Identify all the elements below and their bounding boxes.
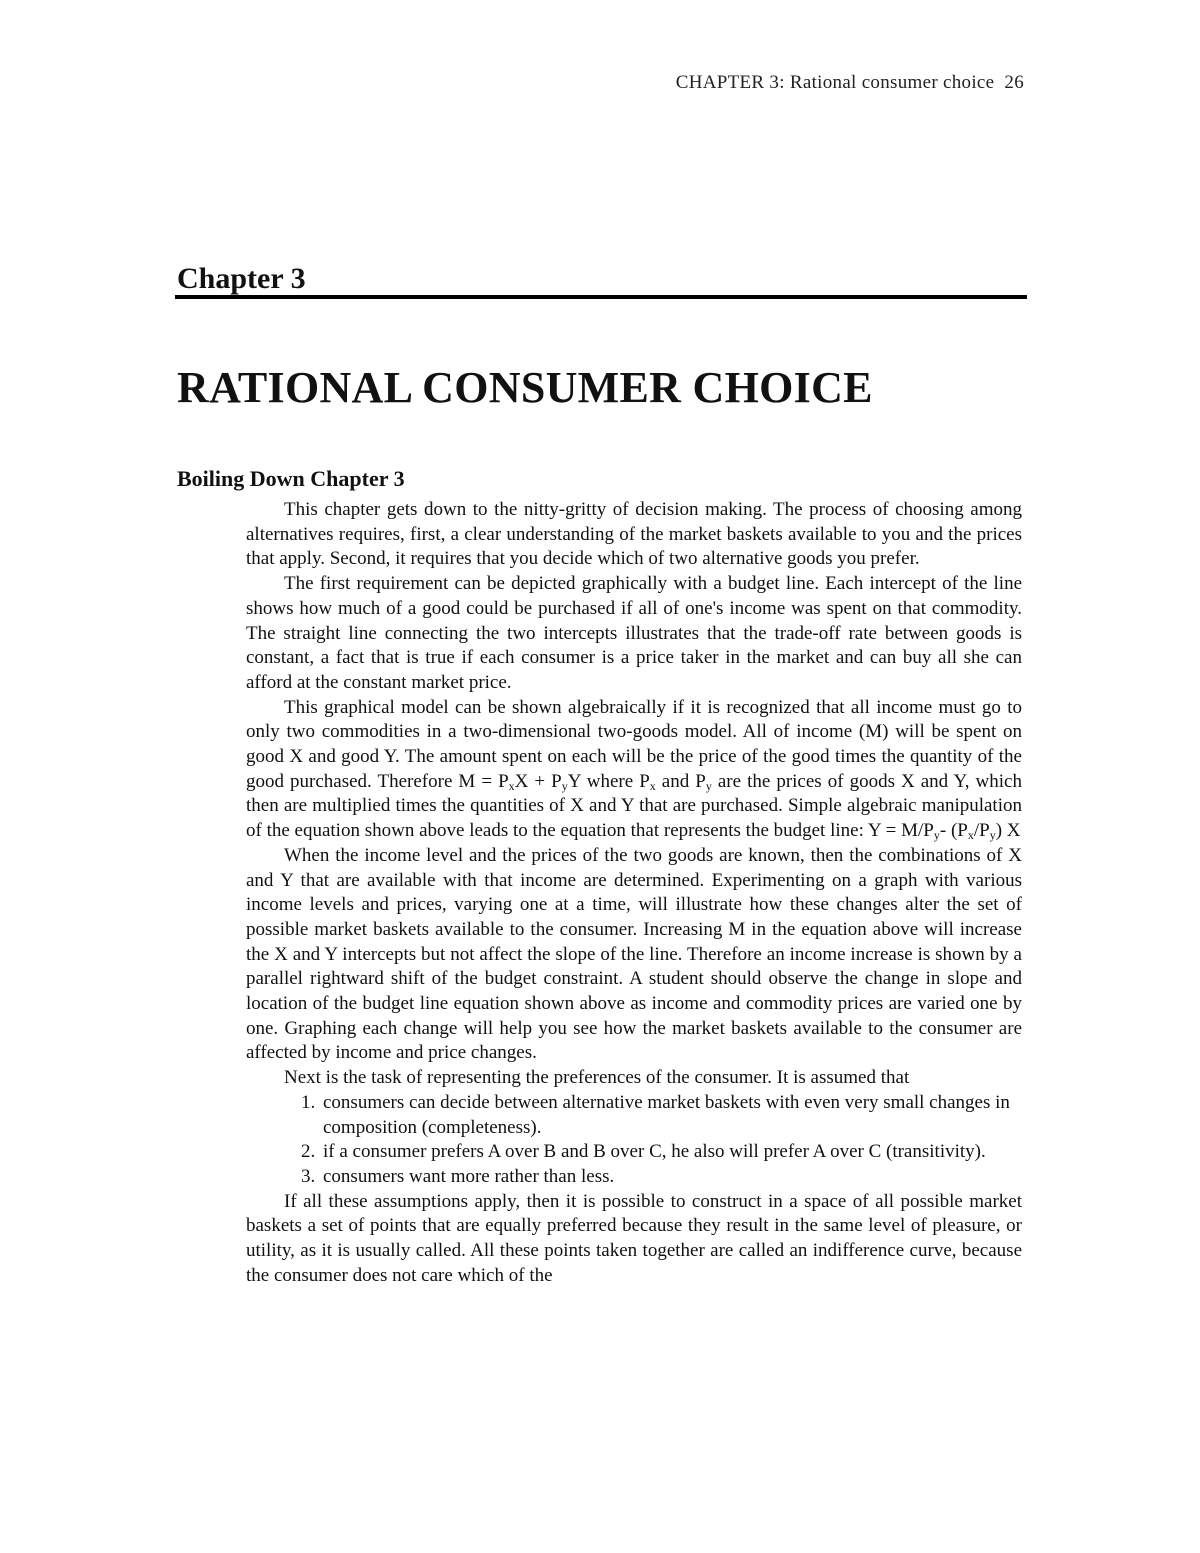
paragraph-income-prices: When the income level and the prices of the two goods are known, then the combinations of X and Y that are available with that income are determined. Experimenting on a graph with various income levels and prices, varying one at a time, will illustrate how these changes alter the set of possible market baskets available to the consumer. Increasing M in the equation above will increase the X and Y intercepts but not affect the slope of the line. Therefore an income increase is shown by a parallel rightward shift of the budget constraint. A student should observe the change in slope and location of the budget line equation shown above as income and commodity prices are varied one by one. Graphing each change will help you see how the market baskets available to the consumer are affected by income and price changes. xyxy=(246,844,1022,1064)
paragraph-preferences: Next is the task of representing the preferences of the consumer. It is assumed that xyxy=(284,1067,910,1089)
paragraph-intro: This chapter gets down to the nitty-gritty of decision making. The process of choosing among alternatives requires, first, a clear understanding of the market baskets available to you and the prices that apply. Second, it requires that you decide which of two alternative goods you prefer. xyxy=(246,499,1022,570)
paragraph-indifference-curve: If all these assumptions apply, then it is possible to construct in a space of all possible market baskets a set of points that are equally preferred because they result in the same level of pleasure, or utility, as it is usually called. All these points taken together are called an indifference curve, because the consumer does not care which of the xyxy=(246,1190,1022,1286)
paragraph-budget-line: The first requirement can be depicted graphically with a budget line. Each intercept of the line shows how much of a good could be purchased if all of one's income was spent on that commodity. The straight line connecting the two intercepts illustrates that the trade-off rate between goods is constant, a fact that is true if each consumer is a price taker in the market and can buy all she can afford at the constant market price. xyxy=(246,573,1022,693)
running-title: CHAPTER 3: Rational consumer choice xyxy=(675,72,995,93)
body-text xyxy=(246,498,1022,1289)
chapter-title: RATIONAL CONSUMER CHOICE xyxy=(177,363,873,412)
assumptions-list xyxy=(246,1091,1022,1190)
list-item: 3. consumers want more rather than less. xyxy=(301,1165,615,1187)
chapter-divider xyxy=(175,295,1027,299)
page-number: 26 xyxy=(1004,72,1024,93)
paragraph-algebraic-model: This graphical model can be shown algebraically if it is recognized that all income must go to only two commodities in a two-dimensional two-goods model. All of income (M) will be spent on good X and good Y. The amount spent on each will be the price of the good times the quantity of the good purchased. Therefore $M = P_xX + P_yY$ where $P_x$ and $P_y$ are the prices of goods X and Y, which then are multiplied times the quantities of X and Y that are purchased. Simple algebraic manipulation of the equation shown above leads to the equation that represents the budget line: $Y = M/P_y-$ $(P_x/P_y)$ X xyxy=(246,696,1022,843)
list-item: 2. if a consumer prefers A over B and B over C, he also will prefer A over C (transitivity). xyxy=(301,1141,986,1163)
running-header xyxy=(676,72,1024,94)
chapter-label: Chapter 3 xyxy=(177,262,306,295)
list-item: 1. consumers can decide between alternative market baskets with even very small changes in composition (completeness). xyxy=(301,1091,1010,1138)
section-heading: Boiling Down Chapter 3 xyxy=(177,466,405,491)
